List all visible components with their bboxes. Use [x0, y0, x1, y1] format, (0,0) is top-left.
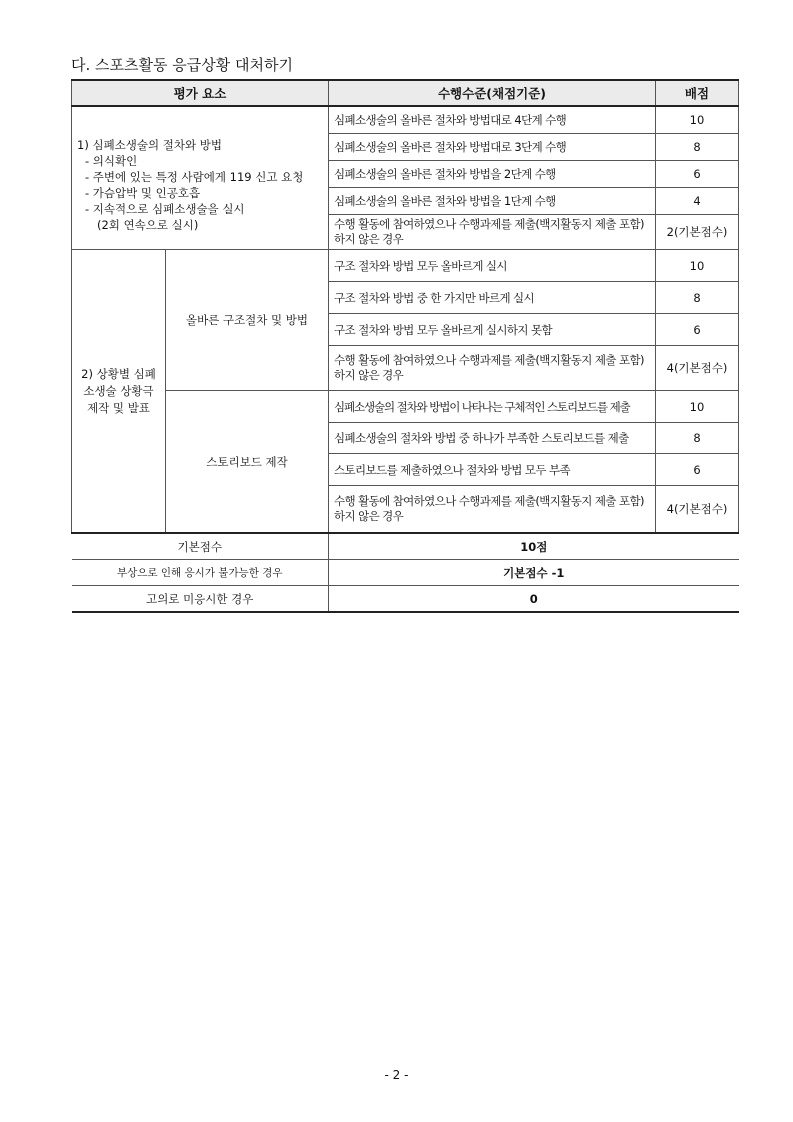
score-cell: 10 [656, 106, 739, 134]
section1-item: - 지속적으로 심폐소생술을 실시 [85, 202, 245, 216]
section1-item: - 주변에 있는 특정 사람에게 119 신고 요청 [85, 170, 304, 184]
table-row [72, 106, 739, 134]
section2-sub2-cell: 스토리보드 제작 [166, 391, 329, 534]
criterion-cell: 심폐소생술의 절차와 방법 중 하나가 부족한 스토리보드를 제출 [329, 423, 656, 454]
evaluation-table [71, 79, 739, 613]
summary-value: 10점 [329, 533, 739, 560]
summary-value: 0 [329, 586, 739, 613]
criterion-cell: 구조 절차와 방법 중 한 가지만 바르게 실시 [329, 282, 656, 314]
criterion-cell: 구조 절차와 방법 모두 올바르게 실시하지 못함 [329, 314, 656, 346]
summary-label: 부상으로 인해 응시가 불가능한 경우 [72, 560, 329, 586]
header-score: 배점 [656, 80, 739, 106]
summary-row [72, 533, 739, 560]
section1-item: (2회 연속으로 실시) [97, 218, 199, 232]
summary-label: 고의로 미응시한 경우 [72, 586, 329, 613]
section1-element-cell [72, 106, 329, 250]
score-cell: 8 [656, 134, 739, 161]
score-cell: 4(기본점수) [656, 346, 739, 391]
score-cell: 10 [656, 250, 739, 282]
section1-item: - 의식확인 [85, 154, 138, 168]
score-cell: 8 [656, 423, 739, 454]
summary-row [72, 560, 739, 586]
score-cell: 4 [656, 188, 739, 215]
score-cell: 6 [656, 454, 739, 486]
criterion-cell: 스토리보드를 제출하였으나 절차와 방법 모두 부족 [329, 454, 656, 486]
criterion-cell: 수행 활동에 참여하였으나 수행과제를 제출(백지활동지 제출 포함)하지 않은 경우 [329, 346, 656, 391]
criterion-cell: 심폐소생술의 올바른 절차와 방법을 2단계 수행 [329, 161, 656, 188]
criterion-cell: 심폐소생술의 절차와 방법이 나타나는 구체적인 스토리보드를 제출 [329, 391, 656, 423]
table-header-row [72, 80, 739, 106]
score-cell: 6 [656, 314, 739, 346]
section1-item: - 가슴압박 및 인공호흡 [85, 186, 201, 200]
score-cell: 6 [656, 161, 739, 188]
criterion-cell: 수행 활동에 참여하였으나 수행과제를 제출(백지활동지 제출 포함)하지 않은 경우 [329, 215, 656, 250]
summary-label: 기본점수 [72, 533, 329, 560]
section-heading: 다. 스포츠활동 응급상황 대처하기 [71, 56, 293, 74]
header-element: 평가 요소 [72, 80, 329, 106]
summary-row [72, 586, 739, 613]
criterion-cell: 심폐소생술의 올바른 절차와 방법대로 3단계 수행 [329, 134, 656, 161]
section2-sub1-cell: 올바른 구조절차 및 방법 [166, 250, 329, 391]
criterion-cell: 심폐소생술의 올바른 절차와 방법을 1단계 수행 [329, 188, 656, 215]
score-cell: 10 [656, 391, 739, 423]
score-cell: 4(기본점수) [656, 486, 739, 534]
score-cell: 8 [656, 282, 739, 314]
section1-title: 1) 심폐소생술의 절차와 방법 [77, 138, 222, 152]
table-row [72, 391, 739, 423]
criterion-cell: 수행 활동에 참여하였으나 수행과제를 제출(백지활동지 제출 포함)하지 않은 경우 [329, 486, 656, 534]
section2-element-cell: 2) 상황별 심폐소생술 상황극 제작 및 발표 [72, 250, 166, 534]
header-standard: 수행수준(채점기준) [329, 80, 656, 106]
summary-value: 기본점수 -1 [329, 560, 739, 586]
score-cell: 2(기본점수) [656, 215, 739, 250]
criterion-cell: 심폐소생술의 올바른 절차와 방법대로 4단계 수행 [329, 106, 656, 134]
page-number: - 2 - [384, 1068, 409, 1082]
table-row [72, 250, 739, 282]
criterion-cell: 구조 절차와 방법 모두 올바르게 실시 [329, 250, 656, 282]
